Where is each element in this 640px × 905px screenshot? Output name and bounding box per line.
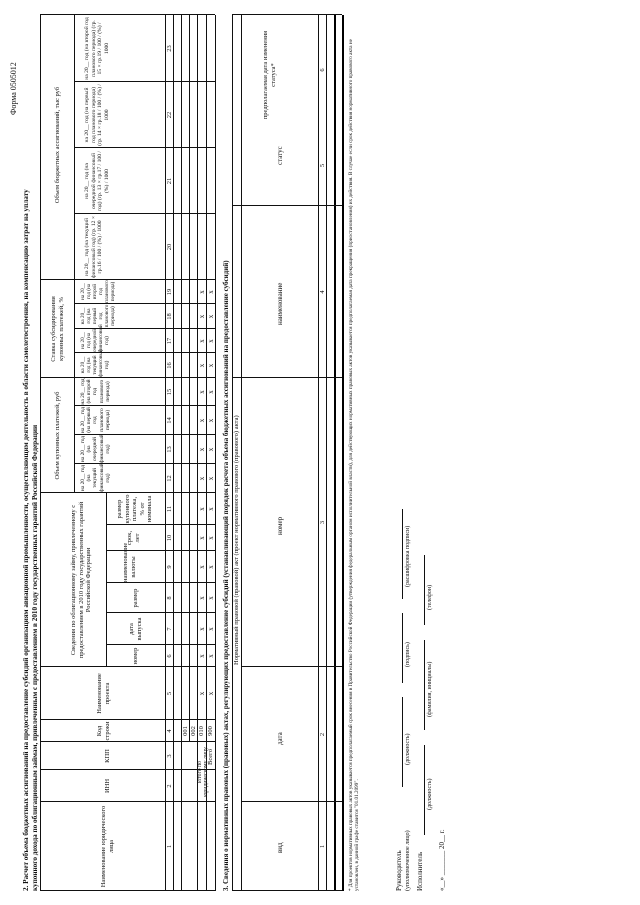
header-act-name: наименование xyxy=(276,282,284,325)
head-label: Руководитель xyxy=(395,850,403,891)
col-number-21: 21 xyxy=(166,177,173,185)
x-mark: x xyxy=(198,418,206,423)
row-code-002: 002 xyxy=(190,726,197,736)
x-mark: x xyxy=(198,290,206,294)
s3-col-number-5: 5 xyxy=(319,163,326,168)
col-number-18: 18 xyxy=(166,313,173,320)
header-y-plan2-2: на 20__ год (на второй год планового периода) xyxy=(80,280,116,303)
header-date: дата xyxy=(276,732,284,745)
header-inn: ИНН xyxy=(104,778,111,794)
header-b-plan2: на 20__ год (на второй год планового периода) (гр. 15 × гр.19 / 100 / (%) / 1000 xyxy=(84,17,110,80)
x-mark: x xyxy=(207,565,215,569)
s3-col-number-2: 2 xyxy=(319,732,326,737)
header-bond-info: Сведения по облигационному займу, привлеченному с предоставлением в 2010 году государственных гарантий Российской Федерации xyxy=(70,501,92,659)
col-number-9: 9 xyxy=(166,565,173,569)
col-number-4: 4 xyxy=(166,729,173,733)
header-b-plan1: на 20__ год (на первый год планового периода) (гр. 14 × гр.18 / 100 / (%) / 1000 xyxy=(84,84,110,146)
s3-col-number-1: 1 xyxy=(319,844,326,849)
header-row-code: Код строки xyxy=(96,721,111,741)
header-kpp: КПП xyxy=(104,749,111,763)
x-mark: x xyxy=(207,447,215,452)
executor-label: Исполнитель xyxy=(416,851,424,891)
header-y-current-1: на 20__ год (на текущий финансовый год) xyxy=(80,463,111,492)
position2-caption: (должность) xyxy=(427,778,433,810)
col-number-12: 12 xyxy=(166,475,173,482)
header-currency: наименование валюты xyxy=(122,542,137,582)
s3-col-number-4: 4 xyxy=(319,290,326,294)
decode-caption: (расшифровка подписи) xyxy=(405,525,411,587)
col-number-5: 5 xyxy=(166,691,173,696)
header-org-name: Наименование юридического лица xyxy=(100,805,115,888)
x-mark: x xyxy=(198,363,206,368)
header-status: статус xyxy=(276,146,284,165)
col-number-13: 13 xyxy=(166,446,173,453)
col-number-22: 22 xyxy=(166,111,173,119)
section2-title-line2: купонного дохода по облигационным займам, привлеченным с предоставлением в 2010 году государственных гарантий Российской Федерации xyxy=(31,424,39,891)
col-number-15: 15 xyxy=(166,388,173,396)
x-mark: x xyxy=(207,390,215,394)
x-mark: x xyxy=(207,627,215,631)
header-coupon-rate: размер купонного платежа, % от номинала xyxy=(116,494,153,524)
x-mark: x xyxy=(207,418,215,423)
col-number-11: 11 xyxy=(166,505,173,513)
header-y-next-1: на 20__ год (на очередной финансовый год) xyxy=(80,434,111,463)
grand-total-label: Всего xyxy=(207,749,214,765)
col-number-6: 6 xyxy=(166,654,173,658)
x-mark: x xyxy=(198,390,206,394)
x-mark: x xyxy=(198,565,206,569)
header-y-next-2: на 20__ год (на очередной финансовый год) xyxy=(80,324,110,352)
x-mark: x xyxy=(207,654,215,658)
section3-title: 3. Сведения о нормативных правовых (правовых) актах, регулирующих предоставление субсидий (устанавливающий порядок расчета объема бюджетных ассигнований на предоставление субсидий) xyxy=(222,260,230,891)
x-mark: x xyxy=(198,447,206,452)
header-y-plan1-2: на 20__ год (на первый год планового периода) xyxy=(80,304,116,328)
signature-caption: (подпись) xyxy=(405,642,411,667)
x-mark: x xyxy=(207,476,215,481)
x-mark: x xyxy=(198,654,206,658)
col-number-7: 7 xyxy=(166,627,173,631)
total-legal-label: Итого по юридическому лицу xyxy=(197,747,209,797)
x-mark: x xyxy=(198,536,206,540)
x-mark: x xyxy=(207,596,215,600)
s3-col-number-3: 3 xyxy=(319,520,326,525)
fio-caption: (фамилия, инициалы) xyxy=(427,661,433,717)
x-mark: x xyxy=(207,339,215,343)
row-code-001: 001 xyxy=(182,726,189,736)
x-mark: x xyxy=(207,507,215,511)
act-header: Нормативный правовой (правовой) акт (проект нормативного правового (правового) акта) xyxy=(233,415,240,665)
x-mark: x xyxy=(198,691,206,696)
col-number-16: 16 xyxy=(166,362,173,369)
header-issue-date: дата выпуска xyxy=(128,617,143,641)
grand-total-code: 900 xyxy=(207,726,214,736)
header-y-plan2-1: на 20__ год (на второй год планового периода) xyxy=(80,378,111,405)
x-mark: x xyxy=(198,627,206,631)
section2-title-line1: 2. Расчет объема бюджетных ассигнований на предоставление субсидий организациям авиационной промышленности, осуществляющим деятельность в области самолетостроения, на компенсацию затрат на уплату xyxy=(22,189,30,891)
x-mark: x xyxy=(207,691,215,696)
header-b-current: на 20__ год (на текущий финансовый год) (гр. 12 × гр.16 / 100 / (%) / 1000 xyxy=(84,216,104,278)
col-number-1: 1 xyxy=(166,844,173,849)
col-number-19: 19 xyxy=(166,288,173,296)
date-line: «__» _______ 20__ г. xyxy=(438,829,446,891)
header-number: номер xyxy=(132,647,139,665)
header-b-next: на 20__ год (на очередной финансовый год) (гр. 13 × гр.17 / 100 / (%) / 1000 xyxy=(84,151,110,211)
col-number-14: 14 xyxy=(166,417,173,424)
col-number-20: 20 xyxy=(166,243,173,251)
header-term: срок, лет xyxy=(126,530,141,546)
header-y-plan1-1: на 20__ год (на первый год планового периода) xyxy=(80,406,111,434)
header-y-current-2: на 20__ год (на текущий финансовый год) xyxy=(80,349,110,377)
header-change-date: предполагаемая дата изменения статуса* xyxy=(262,30,277,120)
position-caption: (должность) xyxy=(405,733,411,765)
header-budget-volume: Объем бюджетных ассигнований, тыс руб xyxy=(54,86,61,204)
col-number-10: 10 xyxy=(166,534,173,542)
footnote: * Для проектов нормативных правовых актов указывается предполагаемый срок внесения в Правительство Российской Федерации (утверждения федеральным органом исполнительной власти), для действующих нормативных правовых актов указывается предполагаемая дата прекращения (приостановления) их действия. В случае если срок действия нормативного правового акта не установлен, в данной графе ставится "01.01.2099". xyxy=(348,39,360,891)
header-kind: вид xyxy=(276,842,284,853)
x-mark: x xyxy=(198,314,206,319)
x-mark: x xyxy=(207,363,215,368)
col-number-2: 2 xyxy=(166,784,173,788)
x-mark: x xyxy=(207,290,215,294)
total-legal-code: 010 xyxy=(198,726,205,736)
x-mark: x xyxy=(198,507,206,511)
header-coupon-volume: Объем купонных платежей, руб xyxy=(54,391,61,480)
x-mark: x xyxy=(198,596,206,600)
header-act-number: номер xyxy=(276,516,284,535)
col-number-3: 3 xyxy=(166,754,173,758)
header-size: размер xyxy=(132,588,139,608)
col-number-8: 8 xyxy=(166,596,173,600)
form-code: Форма 0505012 xyxy=(9,62,18,115)
col-number-23: 23 xyxy=(166,45,173,52)
x-mark: x xyxy=(198,339,206,343)
header-project: Наименование проекта xyxy=(96,673,111,714)
head-sub-label: (уполномоченное лицо) xyxy=(405,830,411,891)
x-mark: x xyxy=(198,476,206,481)
x-mark: x xyxy=(207,536,215,540)
x-mark: x xyxy=(207,314,215,319)
header-sub-rate: Ставка субсидирования купонных платежей, % xyxy=(50,296,65,362)
col-number-17: 17 xyxy=(166,337,173,345)
phone-caption: (телефон) xyxy=(427,584,433,610)
s3-col-number-6: 6 xyxy=(319,68,326,72)
